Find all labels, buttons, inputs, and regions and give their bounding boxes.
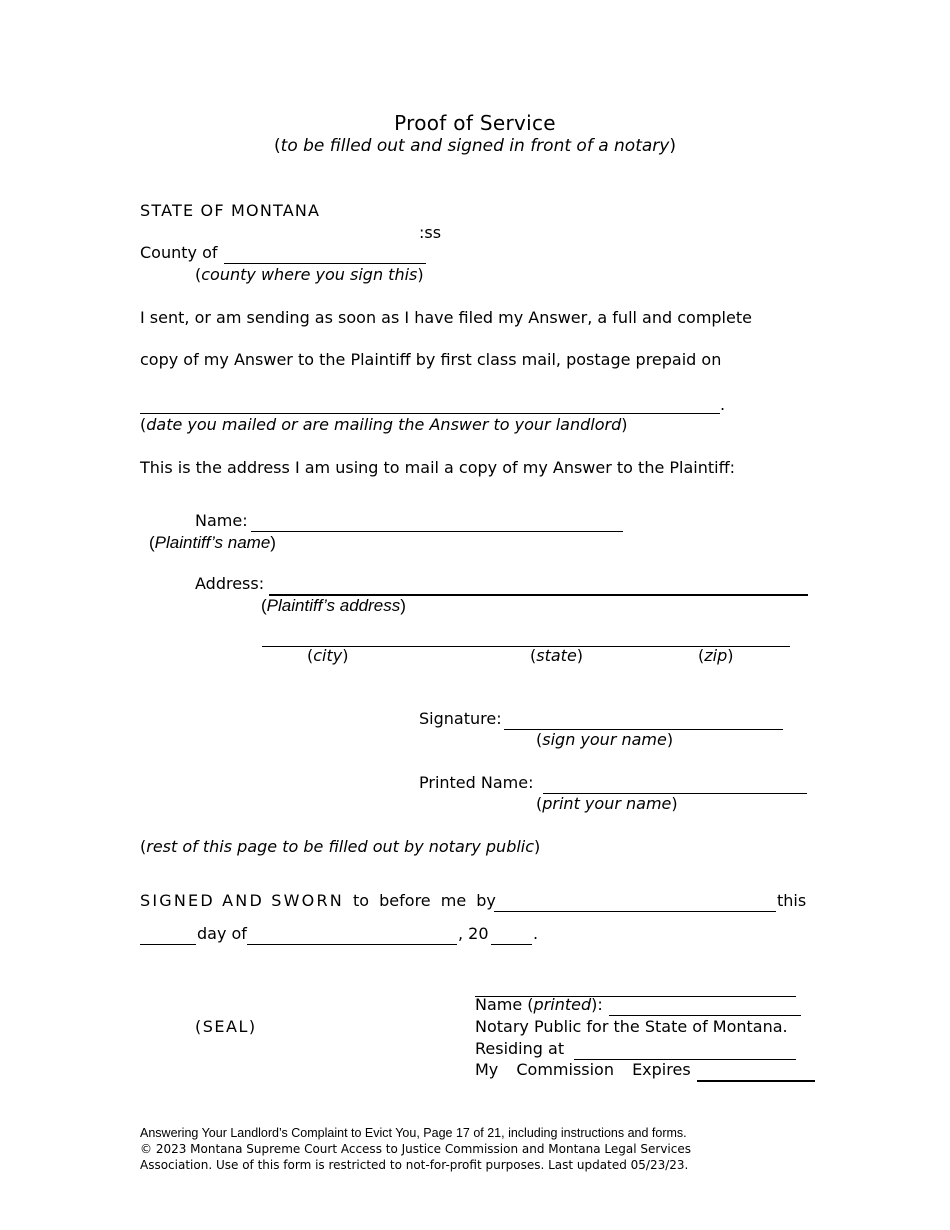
city-hint: (city) [307, 646, 349, 665]
address-intro: This is the address I am using to mail a copy of my Answer to the Plaintiff: [140, 458, 735, 477]
notary-public-text: Notary Public for the State of Montana. [475, 1017, 788, 1036]
plaintiff-name-label: Name: [195, 511, 248, 530]
plaintiff-address-label: Address: [195, 574, 265, 593]
residing-at-label: Residing at [475, 1039, 565, 1058]
sworn-year-prefix: , 20 [458, 924, 489, 943]
county-input[interactable] [224, 245, 426, 264]
county-label: County of [140, 243, 218, 262]
sworn-day-input[interactable] [140, 926, 196, 945]
signature-hint: (sign your name) [536, 730, 674, 749]
signature-input[interactable] [504, 711, 783, 730]
signed-sworn-to-before: to before me by [353, 891, 496, 910]
footer-line-1: Answering Your Landlord’s Complaint to Evict You, Page 17 of 21, including instructions and forms. [140, 1126, 687, 1140]
sworn-period: . [533, 924, 539, 943]
printed-name-label: Printed Name: [419, 773, 534, 792]
plaintiff-address-input[interactable] [269, 576, 808, 596]
plaintiff-name-hint: (Plaintiff’s name) [149, 533, 276, 552]
residing-at-input[interactable] [574, 1041, 796, 1060]
county-hint: (county where you sign this) [195, 265, 424, 284]
sworn-month-input[interactable] [247, 926, 457, 945]
statement-line-1: I sent, or am sending as soon as I have filed my Answer, a full and complete [140, 308, 752, 327]
notary-name-input[interactable] [609, 997, 801, 1016]
notary-name-label: Name (printed): [475, 995, 603, 1014]
ss-marker: :ss [419, 223, 442, 242]
plaintiff-name-input[interactable] [251, 513, 623, 532]
mailing-date-hint: (date you mailed or are mailing the Answer to your landlord) [140, 415, 628, 434]
mailing-date-period: . [720, 395, 726, 414]
state-hint: (state) [530, 646, 584, 665]
seal-placeholder: (SEAL) [195, 1017, 257, 1036]
printed-name-input[interactable] [543, 775, 807, 794]
sworn-this: this [777, 891, 807, 910]
page-title: Proof of Service [394, 111, 556, 135]
signature-label: Signature: [419, 709, 502, 728]
footer-line-2: © 2023 Montana Supreme Court Access to Justice Commission and Montana Legal Services [140, 1142, 691, 1156]
printed-name-hint: (print your name) [536, 794, 678, 813]
sworn-day-of: day of [197, 924, 247, 943]
sworn-year-input[interactable] [491, 926, 532, 945]
page-subtitle [0, 138, 950, 155]
mailing-date-input[interactable] [140, 395, 720, 414]
plaintiff-city-state-zip-input[interactable] [262, 628, 790, 647]
commission-expires-label: My Commission Expires [475, 1060, 691, 1079]
subtitle-open-paren: ( [274, 136, 281, 156]
subtitle-text: to be filled out and signed in front of a notary [280, 136, 670, 156]
subtitle-close-paren: ) [669, 136, 676, 156]
signed-sworn-prefix: SIGNED AND SWORN [140, 891, 344, 910]
footer-line-3: Association. Use of this form is restricted to not-for-profit purposes. Last updated 05/23/23. [140, 1158, 689, 1172]
plaintiff-address-hint: (Plaintiff’s address) [261, 596, 406, 615]
notary-note: (rest of this page to be filled out by notary public) [140, 837, 541, 856]
sworn-by-input[interactable] [494, 893, 776, 912]
state-of-montana: STATE OF MONTANA [140, 201, 321, 220]
commission-expires-input[interactable] [697, 1062, 815, 1082]
zip-hint: (zip) [698, 646, 734, 665]
statement-line-2: copy of my Answer to the Plaintiff by first class mail, postage prepaid on [140, 350, 722, 369]
